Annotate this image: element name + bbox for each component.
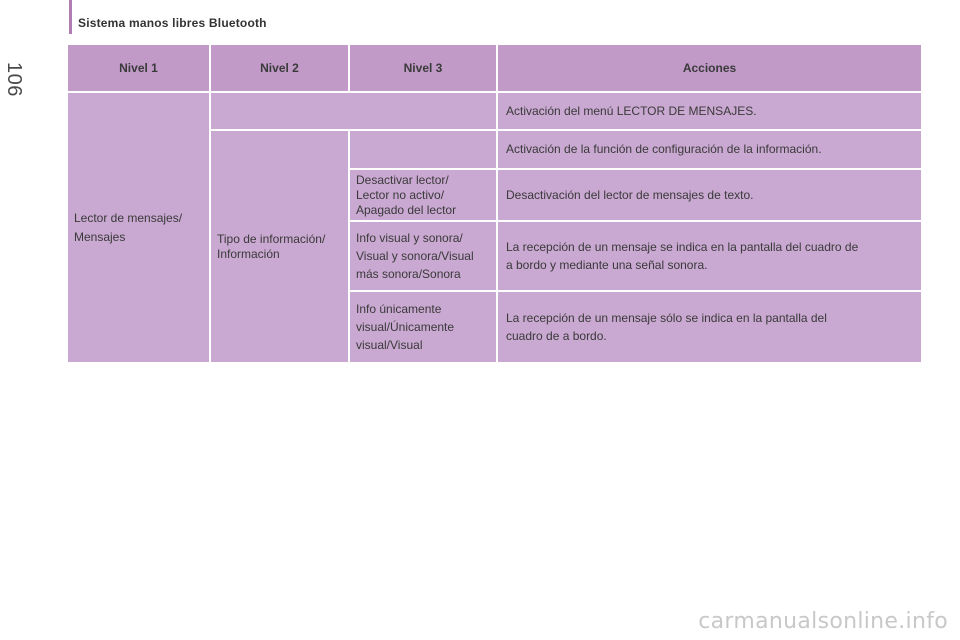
level3-cell-row4: Info visual y sonora/ Visual y sonora/Visual más sonora/Sonora	[350, 222, 496, 290]
watermark: carmanualsonline.info	[698, 609, 948, 634]
accent-bar	[69, 0, 72, 34]
header-acciones: Acciones	[498, 45, 921, 91]
action-cell-row5: La recepción de un mensaje sólo se indica en la pantalla del cuadro de a bordo.	[498, 292, 921, 362]
menu-table	[68, 45, 915, 352]
header-nivel-3: Nivel 3	[350, 45, 496, 91]
header-nivel-1: Nivel 1	[68, 45, 209, 91]
level1-cell: Lector de mensajes/ Mensajes	[68, 93, 209, 362]
action-cell-row3: Desactivación del lector de mensajes de texto.	[498, 170, 921, 220]
empty-cell-row1	[211, 93, 496, 129]
level3-cell-row5: Info únicamente visual/Únicamente visual/Visual	[350, 292, 496, 362]
action-cell-row4: La recepción de un mensaje se indica en la pantalla del cuadro de a bordo y mediante una señal sonora.	[498, 222, 921, 290]
level2-cell: Tipo de información/ Información	[211, 131, 348, 362]
section-title: Sistema manos libres Bluetooth	[78, 16, 267, 30]
empty-cell-row2	[350, 131, 496, 168]
page-number: 106	[3, 62, 25, 97]
level3-cell-row3: Desactivar lector/ Lector no activo/ Apagado del lector	[350, 170, 496, 220]
action-cell-row1: Activación del menú LECTOR DE MENSAJES.	[498, 93, 921, 129]
header-nivel-2: Nivel 2	[211, 45, 348, 91]
action-cell-row2: Activación de la función de configuración de la información.	[498, 131, 921, 168]
